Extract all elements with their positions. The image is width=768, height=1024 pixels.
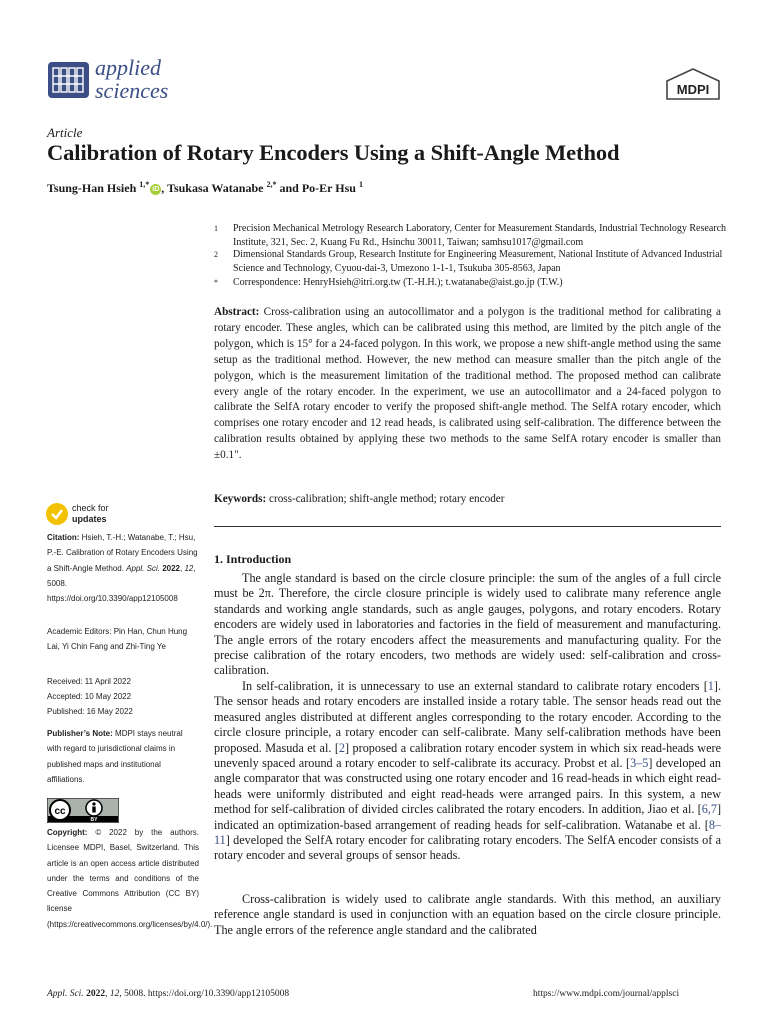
footer-volume: 12	[109, 989, 120, 999]
keywords	[214, 493, 721, 505]
copyright-label: Copyright:	[47, 828, 88, 837]
keywords-text: cross-calibration; shift-angle method; rotary encoder	[269, 493, 505, 505]
citation-link[interactable]: 2	[338, 740, 346, 755]
journal-name-line1: applied	[95, 55, 161, 80]
check-for-updates-button[interactable]	[46, 503, 136, 529]
author-separator: ,	[161, 181, 168, 195]
citation-link[interactable]: 8–11	[214, 817, 721, 848]
section-heading: 1. Introduction	[214, 552, 292, 566]
citation-journal: Appl. Sci.	[126, 563, 160, 573]
citation-text: Hsieh, T.-H.; Watanabe, T.; Hsu, P.-E. Calibration of Rotary Encoders Using a Shift-Angle Method.	[47, 533, 198, 573]
citation-label: Citation:	[47, 533, 80, 542]
abstract	[214, 305, 721, 464]
cc-by-label: BY	[90, 817, 98, 823]
paragraph-text: In self-calibration, it is unnecessary to use an external standard to calibrate rotary encoders [	[242, 679, 708, 693]
citation-link[interactable]: 6,7	[701, 802, 717, 817]
citation-link[interactable]: 1	[707, 679, 714, 693]
journal-name	[95, 56, 168, 102]
abstract-text: Cross-calibration using an autocollimator and a polygon is the traditional method for calibrating a rotary encoder. These angles, which can be calibrated using this method, are limited by the pitch angle of the polygon, which is 15° for a 24-faced polygon. In this work, we propose a new shift-angle method using the same setup as the traditional method. However, the new method can measure smaller than the pitch angle of the polygon, which is the measurement limitation of the traditional method. The proposed method can calibrate every angle of the rotary encoder. In the experiment, we use an autocollimator and a 24-faced polygon to calibrate the SelfA rotary encoder to verify the proposed shift-angle method. The SelfA rotary encoder, which comprises one rotary encoder and 12 read heads, is calibrated using self-calibration. The difference between the calibration results obtained by applying these two methods to the same SelfA rotary encoder is smaller than ±0.1".	[214, 306, 721, 462]
copyright-text: © 2022 by the authors. Licensee MDPI, Basel, Switzerland. This article is an open access article distributed under the terms and conditions of the Creative Commons Attribution (CC BY) license (https://creativecommons.org/licenses/by/4.0/).	[47, 828, 213, 929]
paragraph-text: ] developed an angle comparator that was constructed using one rotary encoder and 16 read-heads in which eight read-heads were uniformly distributed and eight read-heads were arranged pairs. In this system, a new method for self-calibration of divided circles calibrated the rotary encoders. In addition, Jiao et al. [	[214, 756, 721, 817]
author-affiliation-mark: 2,*	[266, 180, 277, 189]
article-type: Article	[47, 125, 83, 140]
author-affiliation-mark: 1,*	[139, 180, 150, 189]
cc-by-license-icon[interactable]	[47, 798, 119, 823]
citation-volume: 12	[184, 563, 194, 573]
check-updates-line1: check for	[72, 503, 109, 513]
affiliation-text: Dimensional Standards Group, Research Institute for Engineering Measurement, National Institute of Advanced Industrial Science and Technology, Cyuou-dai-3, Umezono 1-1-1, Tsukuba 305-8563, Japan	[233, 249, 723, 274]
author-affiliation-mark: 1	[358, 180, 363, 189]
author-separator: and	[276, 181, 302, 195]
article-title: Calibration of Rotary Encoders Using a Shift-Angle Method	[47, 140, 620, 165]
abstract-label: Abstract:	[214, 306, 260, 318]
author-name[interactable]: Tsung-Han Hsieh	[47, 181, 137, 195]
citation-link[interactable]: 3–5	[630, 756, 649, 771]
publisher-logo-text: MDPI	[676, 82, 710, 97]
academic-editors: Academic Editors: Pin Han, Chun Hung Lai, Yi Chin Fang and Zhi-Ting Ye	[47, 627, 188, 652]
author-name[interactable]: Po-Er Hsu	[301, 181, 356, 195]
mdpi-logo-icon	[664, 68, 722, 104]
affiliation-mark: *	[214, 278, 218, 287]
correspondence-text: Correspondence: HenryHsieh@itri.org.tw (T.-H.H.); t.watanabe@aist.go.jp (T.W.)	[233, 277, 563, 288]
keywords-label: Keywords:	[214, 493, 267, 505]
footer-year: 2022	[86, 989, 106, 999]
paragraph-text: ]. The sensor heads and rotary encoders are installed inside a rotary table. The sensor heads read out the measured angles distributed at different angles corresponding to the rotary encoder. According to the circle closure principle, a rotary encoder can self-calibrate. Many self-calibration methods have been proposed. Masuda et al. [	[214, 679, 721, 755]
paragraph-text: ] indicated an optimization-based arrangement of reading heads for self-calibration. Watanabe et al. [	[214, 802, 721, 832]
publisher-note-label: Publisher’s Note:	[47, 729, 113, 738]
citation-doi[interactable]: , 5008. https://doi.org/10.3390/app12105008	[47, 563, 196, 604]
check-updates-line2: updates	[72, 514, 107, 524]
orcid-icon[interactable]: iD	[152, 186, 160, 193]
body-paragraph	[214, 679, 721, 864]
svg-text:cc: cc	[54, 806, 66, 817]
section-divider	[214, 526, 721, 527]
check-updates-icon	[46, 503, 68, 525]
citation-block: Citation: Hsieh, T.-H.; Watanabe, T.; Hsu, P.-E. Calibration of Rotary Encoders Using a Shift-Angle Method. Appl. Sci. 2022, 12, 5008. https://doi.org/10.3390/app12105008	[47, 533, 198, 604]
publisher-note-text: MDPI stays neutral with regard to jurisdictional claims in published maps and institutional affiliations.	[47, 729, 183, 784]
affiliation-mark: 1	[214, 224, 218, 233]
body-paragraph	[214, 892, 721, 938]
paragraph-text: ] proposed a calibration rotary encoder system in which six read-heads were unevenly spaced around a rotary encoder to self-calibrate its accuracy. Probst et al. [	[214, 740, 721, 771]
affiliation-text: Precision Mechanical Metrology Research Laboratory, Center for Measurement Standards, Industrial Technology Research Institute, 321, Sec. 2, Kuang Fu Rd., Hsinchu 30011, Taiwan; samhsu1017@gmail.com	[233, 223, 727, 248]
footer-doi[interactable]: , 5008. https://doi.org/10.3390/app12105008	[119, 989, 290, 999]
affiliation-mark: 2	[214, 250, 218, 259]
author-name[interactable]: Tsukasa Watanabe	[167, 181, 264, 195]
publisher-note	[47, 726, 199, 787]
journal-name-line2: sciences	[95, 78, 169, 103]
paragraph-text: ] developed the SelfA rotary encoder for calibrating rotary encoders. The SelfA encoder consists of a rotary encoder and several groups of sensor heads.	[214, 833, 721, 863]
citation-year: 2022	[162, 563, 180, 573]
applsci-logo-icon	[48, 62, 89, 98]
footer-citation: Appl. Sci. 2022, 12, 5008. https://doi.org/10.3390/app12105008	[47, 989, 290, 999]
paragraph-text: Cross-calibration is widely used to calibrate angle standards. With this method, an auxiliary reference angle standard is used in conjunction with an equation based on the circle closure principle. The angle errors of the reference angle standard and the calibrated	[214, 892, 721, 937]
received-date: Received: 11 April 2022	[47, 677, 131, 686]
author-list	[47, 180, 363, 196]
footer-journal-url[interactable]: https://www.mdpi.com/journal/applsci	[533, 989, 680, 999]
copyright-block	[47, 825, 213, 932]
paragraph-text: The angle standard is based on the circle closure principle: the sum of the angles of a full circle must be 2π. Therefore, the circle closure principle is widely used to calibrate many reference angle standards and working angle standards, such as angle gauges, polygons, and rotary encoders. Rotary encoders are widely used in laboratories and factories in the field of measurement and manufacturing. The angle errors of the rotary encoders affect the measurements and manufacturing quality. For the precise calibration of the rotary encoders, two methods are widely used: self-calibration and cross-calibration.	[214, 571, 721, 678]
body-paragraph	[214, 571, 721, 679]
published-date: Published: 16 May 2022	[47, 707, 133, 716]
accepted-date: Accepted: 10 May 2022	[47, 692, 132, 701]
footer-journal: Appl. Sci.	[47, 989, 84, 999]
